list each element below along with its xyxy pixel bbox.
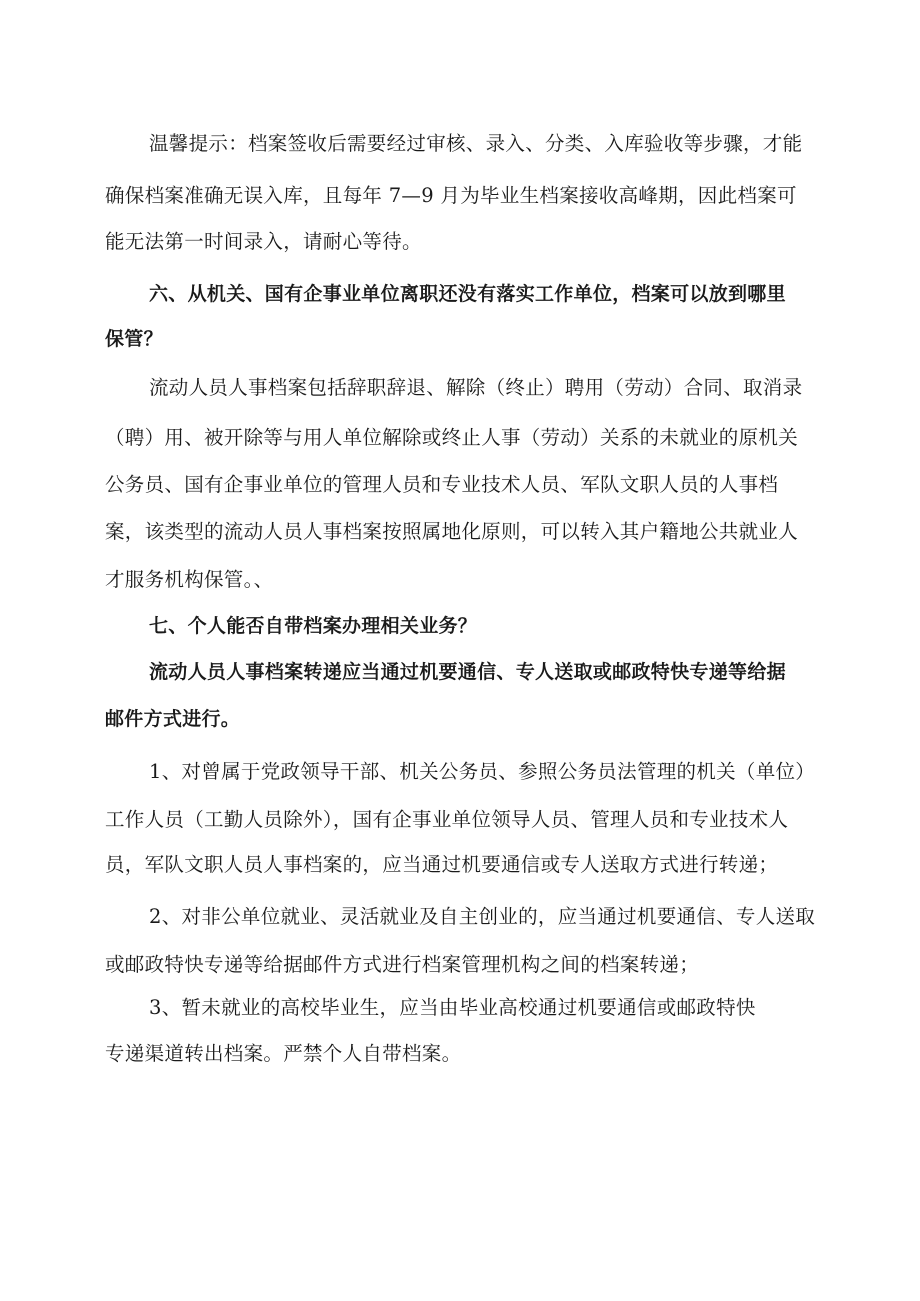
item2-line-1: 2、对非公单位就业、灵活就业及自主创业的，应当通过机要通信、专人送取 [149, 905, 816, 928]
item2-line-2: 或邮政特快专递等给据邮件方式进行档案管理机构之间的档案转递； [105, 953, 700, 976]
reminder-line-2: 确保档案准确无误入库，且每年 7—9 月为毕业生档案接收高峰期，因此档案可 [105, 184, 797, 207]
item3-line-1: 3、暂未就业的高校毕业生，应当由毕业高校通过机要通信或邮政特快 [149, 996, 756, 1019]
q6-answer-line-1: 流动人员人事档案包括辞职辞退、解除（终止）聘用（劳动）合同、取消录 [149, 376, 803, 399]
q7-intro-line-2: 邮件方式进行。 [105, 708, 241, 730]
item3-line-2: 专递渠道转出档案。严禁个人自带档案。 [105, 1042, 462, 1065]
item1-line-2: 工作人员（工勤人员除外），国有企事业单位领导人员、管理人员和专业技术人 [105, 808, 789, 831]
item1-line-3: 员，军队文职人员人事档案的，应当通过机要通信或专人送取方式进行转递； [105, 853, 779, 876]
q6-answer-line-4: 案，该类型的流动人员人事档案按照属地化原则，可以转入其户籍地公共就业人 [105, 520, 799, 543]
q7-intro-line-1: 流动人员人事档案转递应当通过机要通信、专人送取或邮政特快专递等给据 [149, 661, 786, 683]
q6-answer-line-2: （聘）用、被开除等与用人单位解除或终止人事（劳动）关系的未就业的原机关 [105, 426, 799, 449]
q6-answer-line-3: 公务员、国有企事业单位的管理人员和专业技术人员、军队文职人员的人事档 [105, 473, 779, 496]
q6-heading-line-2: 保管？ [105, 328, 163, 350]
item1-line-1: 1、对曾属于党政领导干部、机关公务员、参照公务员法管理的机关（单位） [149, 760, 816, 783]
q6-answer-line-5: 才服务机构保管。、 [105, 568, 274, 591]
reminder-line-3: 能无法第一时间录入，请耐心等待。 [105, 230, 422, 253]
q6-heading-line-1: 六、从机关、国有企事业单位离职还没有落实工作单位，档案可以放到哪里 [149, 283, 786, 305]
q7-heading: 七、个人能否自带档案办理相关业务？ [149, 615, 478, 637]
reminder-line-1: 温馨提示：档案签收后需要经过审核、录入、分类、入库验收等步骤，才能 [149, 132, 803, 155]
